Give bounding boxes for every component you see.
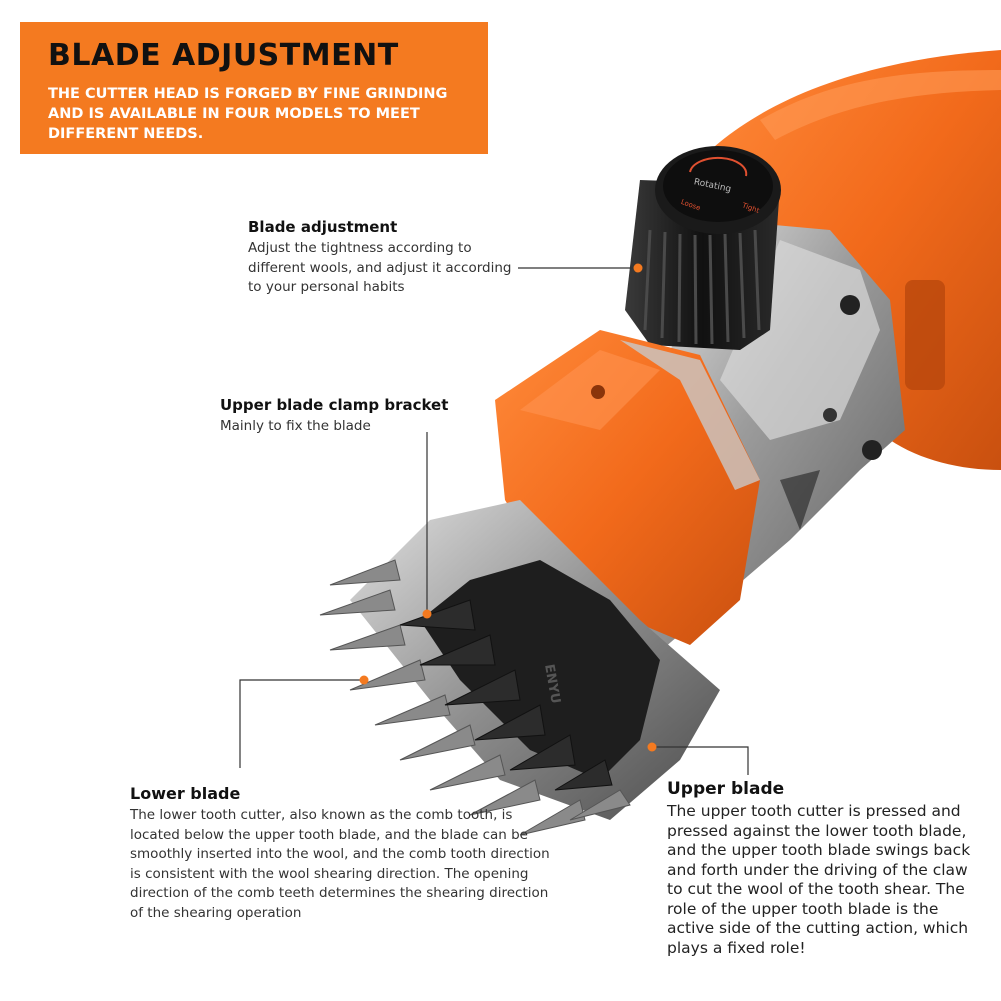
callout-lower-blade — [130, 784, 550, 923]
knob-rotating-text: Rotating — [692, 177, 732, 195]
callout-title: Blade adjustment — [248, 218, 398, 236]
knob-tight-text: Tight — [741, 201, 761, 215]
callout-body: Adjust the tightness according to different wools, and adjust it according to your personal habits — [248, 240, 512, 295]
marker-upper-blade — [648, 743, 657, 752]
callout-title: Lower blade — [130, 784, 241, 803]
callout-body: The lower tooth cutter, also known as the comb tooth, is located below the upper tooth blade, and the blade can be smoothly inserted into the wool, and the comb tooth direction is consistent with the wool shearing direction. The opening direction of the comb teeth determines the shearing direction of the shearing operation — [130, 807, 550, 921]
knob-loose-text: Loose — [679, 197, 702, 213]
callout-title: Upper blade — [667, 779, 785, 799]
callout-title: Upper blade clamp bracket — [220, 396, 449, 414]
headline-banner — [20, 22, 488, 154]
callout-body: Mainly to fix the blade — [220, 418, 371, 434]
marker-upper-clamp — [423, 610, 432, 619]
callout-body: The upper tooth cutter is pressed and pressed against the lower tooth blade, and the upper tooth blade swings back and forth under the driving of the claw to cut the wool of the tooth shear. The role of the upper tooth blade is the active side of the cutting action, which plays a fixed role! — [667, 802, 971, 957]
blade-brand-text: ENYU — [541, 663, 563, 705]
callout-blade-adjustment — [248, 218, 518, 298]
callout-upper-blade-clamp — [220, 396, 490, 437]
leader-lower-blade — [240, 680, 362, 768]
marker-lower-blade — [360, 676, 369, 685]
callout-upper-blade — [667, 779, 971, 958]
tension-knob — [625, 146, 781, 350]
banner-title: BLADE ADJUSTMENT — [48, 38, 399, 73]
marker-blade-adjustment — [634, 264, 643, 273]
banner-body: THE CUTTER HEAD IS FORGED BY FINE GRINDING AND IS AVAILABLE IN FOUR MODELS TO MEET DIFFERENT NEEDS. — [48, 86, 448, 142]
